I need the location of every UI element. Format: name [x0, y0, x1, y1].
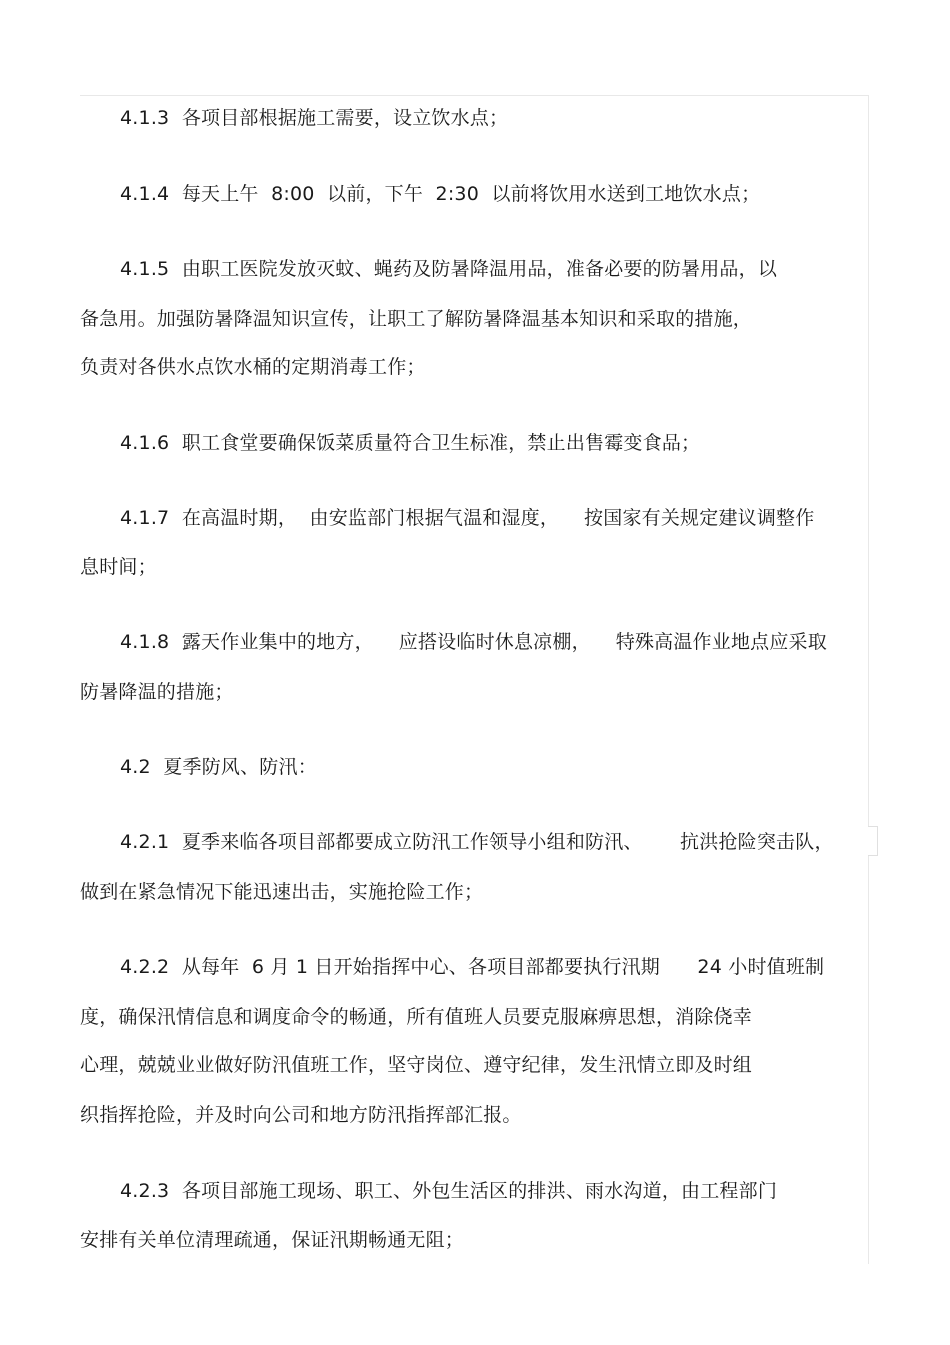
clause-4-1-5-line-3: 负责对各供水点饮水桶的定期消毒工作；: [80, 356, 426, 378]
clause-4-2-1-line-2: 做到在紧急情况下能迅速出击，实施抢险工作；: [80, 881, 484, 903]
clause-4-1-4: 4.1.4 每天上午 8:00 以前，下午 2:30 以前将饮用水送到工地饮水点；: [120, 183, 761, 205]
clause-4-1-7-line-1: 4.1.7 在高温时期， 由安监部门根据气温和湿度， 按国家有关规定建议调整作: [120, 507, 815, 529]
page-edge-marker: [868, 826, 878, 856]
section-4-2-heading: 4.2 夏季防风、防汛：: [120, 756, 317, 778]
clause-4-2-1-line-1: 4.2.1 夏季来临各项目部都要成立防汛工作领导小组和防汛、 抗洪抢险突击队，: [120, 831, 834, 853]
clause-4-1-7-line-2: 息时间；: [80, 556, 157, 578]
clause-4-2-2-line-4: 织指挥抢险，并及时向公司和地方防汛指挥部汇报。: [80, 1104, 522, 1126]
clause-4-1-6: 4.1.6 职工食堂要确保饭菜质量符合卫生标准，禁止出售霉变食品；: [120, 432, 701, 454]
clause-4-2-2-line-2: 度，确保汛情信息和调度命令的畅通，所有值班人员要克服麻痹思想，消除侥幸: [80, 1006, 753, 1028]
clause-4-1-5-line-1: 4.1.5 由职工医院发放灭蚊、蝇药及防暑降温用品，准备必要的防暑用品，以: [120, 258, 778, 280]
clause-4-2-2-line-3: 心理，兢兢业业做好防汛值班工作，坚守岗位、遵守纪律，发生汛情立即及时组: [80, 1054, 753, 1076]
clause-4-2-3-line-1: 4.2.3 各项目部施工现场、职工、外包生活区的排洪、雨水沟道，由工程部门: [120, 1180, 778, 1202]
clause-4-1-5-line-2: 备急用。加强防暑降温知识宣传，让职工了解防暑降温基本知识和采取的措施，: [80, 308, 753, 330]
clause-4-2-3-line-2: 安排有关单位清理疏通，保证汛期畅通无阻；: [80, 1229, 465, 1251]
clause-4-1-8-line-2: 防暑降温的措施；: [80, 681, 234, 703]
clause-4-1-3: 4.1.3 各项目部根据施工需要，设立饮水点；: [120, 107, 509, 129]
clause-4-1-8-line-1: 4.1.8 露天作业集中的地方， 应搭设临时休息凉棚， 特殊高温作业地点应采取: [120, 631, 827, 653]
clause-4-2-2-line-1: 4.2.2 从每年 6 月 1 日开始指挥中心、各项目部都要执行汛期 24 小时值班制: [120, 956, 825, 978]
